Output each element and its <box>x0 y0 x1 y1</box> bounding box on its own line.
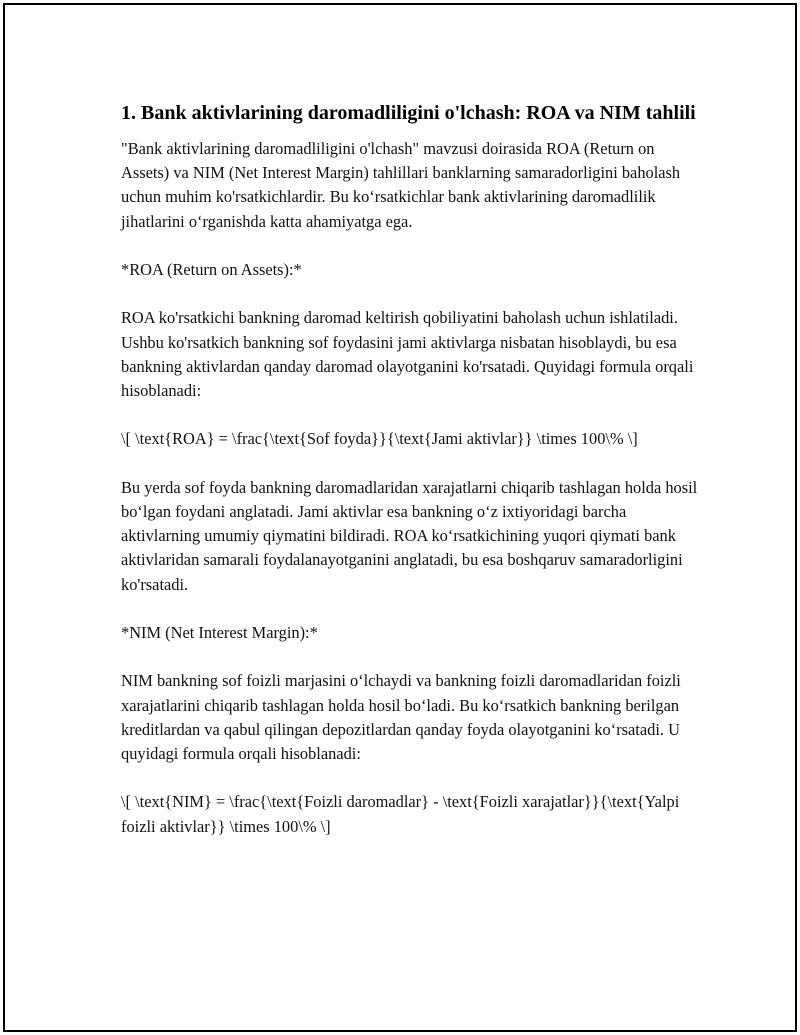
nim-subheading: *NIM (Net Interest Margin):* <box>121 622 318 642</box>
roa-subheading: *ROA (Return on Assets):* <box>121 260 302 279</box>
document-page <box>3 3 797 1032</box>
roa-description-paragraph: ROA ko'rsatkichi bankning daromad keltirish qobiliyatini baholash uchun ishlatiladi. Ushbu ko'rsatkich bankning sof foydasini jami aktivlarga nisbatan hisoblaydi, bu esa bankning aktivlardan qanday daromad olayotganini ko'rsatadi. Quyidagi formula orqali hisoblanadi: <box>121 308 694 400</box>
nim-description-paragraph: NIM bankning sof foizli marjasini oʻlchaydi va bankning foizli daromadlaridan foizli xarajatlarini chiqarib tashlagan holda hosil boʻladi. Bu koʻrsatkich bankning berilgan kreditlardan va qabul qilingan depozitlardan qanday foyda olayotganini koʻrsatadi. U quyidagi formula orqali hisoblanadi: <box>121 671 681 763</box>
nim-formula: \[ \text{NIM} = \frac{\text{Foizli daromadlar} - \text{Foizli xarajatlar}}{\text{Yalpi foizli aktivlar}} \times 100\% \] <box>121 792 680 836</box>
intro-paragraph: "Bank aktivlarining daromadliligini o'lchash" mavzusi doirasida ROA (Return on Assets) va NIM (Net Interest Margin) tahlillari banklarning samaradorligini baholash uchun muhim ko'rsatkichlardir. Bu koʻrsatkichlar bank aktivlarining daromadlilik jihatlarini oʻrganishda katta ahamiyatga ega. <box>121 139 681 231</box>
roa-explanation-paragraph: Bu yerda sof foyda bankning daromadlaridan xarajatlarni chiqarib tashlagan holda hosil boʻlgan foydani anglatadi. Jami aktivlar esa bankning oʻz ixtiyoridagi barcha aktivlarning umumiy qiymatini bildiradi. ROA koʻrsatkichining yuqori qiymati bank aktivlaridan samarali foydalanayotganini anglatadi, bu esa boshqaruv samaradorligini ko'rsatadi. <box>121 477 698 594</box>
document-body <box>121 99 701 863</box>
roa-formula: \[ \text{ROA} = \frac{\text{Sof foyda}}{\text{Jami aktivlar}} \times 100\% \] <box>121 429 638 449</box>
section-heading: 1. Bank aktivlarining daromadliligini o'lchash: ROA va NIM tahlili <box>121 102 696 124</box>
